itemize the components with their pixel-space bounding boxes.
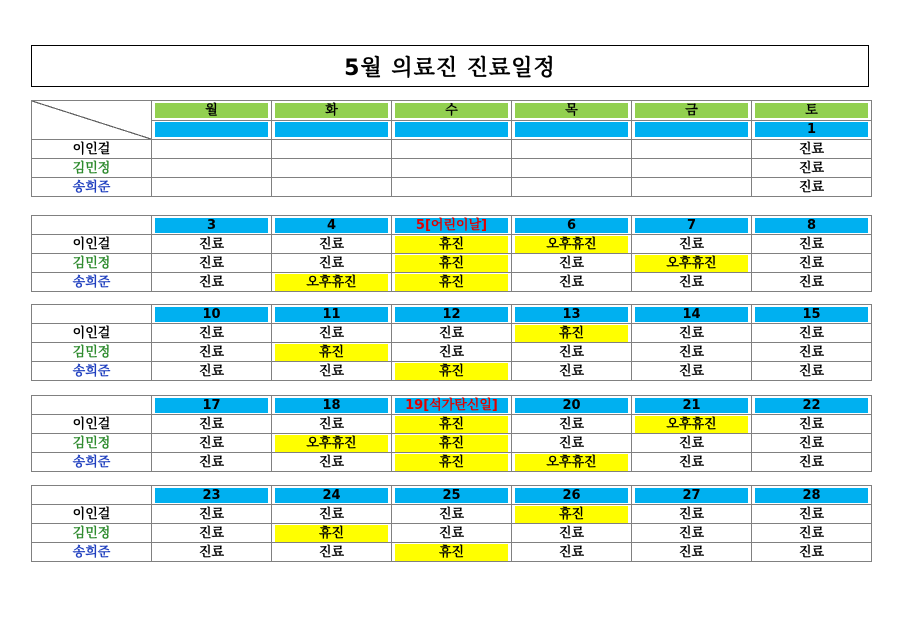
schedule-cell: 진료 [272, 543, 392, 562]
doctor-row [32, 324, 872, 343]
schedule-cell [392, 178, 512, 197]
schedule-cell: 진료 [752, 505, 872, 524]
schedule-cell: 진료 [152, 343, 272, 362]
schedule-cell: 진료 [152, 453, 272, 472]
schedule-cell: 진료 [752, 178, 872, 197]
date-cell: 25 [392, 486, 512, 505]
date-cell: 28 [752, 486, 872, 505]
weekday-wed: 수 [392, 101, 512, 121]
schedule-cell: 진료 [632, 543, 752, 562]
page-title: 5월 의료진 진료일정 [31, 45, 869, 87]
schedule-cell: 오후휴진 [632, 254, 752, 273]
schedule-cell: 진료 [272, 235, 392, 254]
schedule-cell: 진료 [632, 524, 752, 543]
schedule-cell [272, 140, 392, 159]
doctor-row [32, 434, 872, 453]
date-row [32, 216, 872, 235]
doctor-name: 송희준 [32, 273, 152, 292]
schedule-cell: 진료 [392, 524, 512, 543]
schedule-cell: 진료 [272, 324, 392, 343]
schedule-cell: 진료 [512, 273, 632, 292]
doctor-name: 김민정 [32, 159, 152, 178]
schedule-cell: 오후휴진 [512, 453, 632, 472]
schedule-cell: 진료 [632, 273, 752, 292]
doctor-name: 이인걸 [32, 415, 152, 434]
week-5-table [31, 485, 872, 562]
schedule-cell: 진료 [632, 453, 752, 472]
date-row [32, 486, 872, 505]
schedule-cell: 진료 [752, 159, 872, 178]
doctor-name: 송희준 [32, 178, 152, 197]
date-cell [392, 120, 512, 140]
date-cell-holiday: 5[어린이날] [392, 216, 512, 235]
schedule-cell [152, 140, 272, 159]
schedule-cell: 진료 [752, 524, 872, 543]
doctor-name: 김민정 [32, 434, 152, 453]
weekday-thu: 목 [512, 101, 632, 121]
doctor-name: 송희준 [32, 453, 152, 472]
date-cell: 12 [392, 305, 512, 324]
date-cell: 4 [272, 216, 392, 235]
date-row [32, 396, 872, 415]
doctor-name: 송희준 [32, 362, 152, 381]
schedule-cell: 휴진 [392, 362, 512, 381]
date-cell: 8 [752, 216, 872, 235]
schedule-cell: 오후휴진 [272, 273, 392, 292]
schedule-cell: 휴진 [392, 453, 512, 472]
weekday-tue: 화 [272, 101, 392, 121]
schedule-cell [632, 140, 752, 159]
schedule-cell: 진료 [752, 543, 872, 562]
schedule-cell: 진료 [152, 505, 272, 524]
schedule-cell [152, 178, 272, 197]
schedule-cell: 진료 [752, 254, 872, 273]
doctor-row [32, 453, 872, 472]
week-4-table [31, 395, 872, 472]
date-cell: 23 [152, 486, 272, 505]
blank-header-cell [32, 396, 152, 415]
doctor-name: 이인걸 [32, 235, 152, 254]
doctor-row [32, 159, 872, 178]
week-1-table [31, 100, 872, 197]
schedule-cell: 휴진 [392, 434, 512, 453]
schedule-cell: 진료 [272, 415, 392, 434]
schedule-cell: 진료 [752, 140, 872, 159]
schedule-cell: 휴진 [272, 343, 392, 362]
schedule-cell: 진료 [152, 543, 272, 562]
date-cell: 22 [752, 396, 872, 415]
doctor-name: 김민정 [32, 343, 152, 362]
date-cell: 11 [272, 305, 392, 324]
doctor-row [32, 415, 872, 434]
date-cell: 15 [752, 305, 872, 324]
weekday-header-row [32, 101, 872, 121]
schedule-cell: 진료 [752, 434, 872, 453]
schedule-cell: 진료 [152, 362, 272, 381]
schedule-cell: 진료 [512, 362, 632, 381]
date-cell: 24 [272, 486, 392, 505]
date-cell: 20 [512, 396, 632, 415]
schedule-cell: 진료 [272, 505, 392, 524]
doctor-row [32, 362, 872, 381]
schedule-cell: 진료 [152, 415, 272, 434]
date-cell [512, 120, 632, 140]
schedule-cell [512, 140, 632, 159]
date-cell [152, 120, 272, 140]
schedule-cell: 진료 [152, 235, 272, 254]
schedule-cell: 진료 [512, 524, 632, 543]
schedule-cell: 진료 [632, 434, 752, 453]
schedule-cell: 휴진 [272, 524, 392, 543]
schedule-cell: 휴진 [392, 273, 512, 292]
schedule-cell [632, 159, 752, 178]
schedule-cell: 휴진 [392, 254, 512, 273]
date-cell: 21 [632, 396, 752, 415]
schedule-cell [512, 159, 632, 178]
schedule-cell: 진료 [512, 254, 632, 273]
schedule-cell [632, 178, 752, 197]
week-3-table [31, 304, 872, 381]
schedule-cell: 진료 [152, 324, 272, 343]
schedule-cell: 진료 [752, 324, 872, 343]
doctor-name: 김민정 [32, 524, 152, 543]
date-row [32, 305, 872, 324]
doctor-row [32, 273, 872, 292]
schedule-cell: 오후휴진 [272, 434, 392, 453]
schedule-cell: 진료 [272, 254, 392, 273]
date-cell [272, 120, 392, 140]
corner-cell [32, 101, 152, 140]
doctor-row [32, 524, 872, 543]
schedule-cell: 진료 [152, 254, 272, 273]
date-cell: 27 [632, 486, 752, 505]
schedule-cell: 진료 [272, 453, 392, 472]
schedule-cell: 진료 [632, 505, 752, 524]
schedule-cell: 휴진 [392, 543, 512, 562]
schedule-cell: 오후휴진 [512, 235, 632, 254]
date-cell: 14 [632, 305, 752, 324]
schedule-cell: 진료 [152, 524, 272, 543]
date-cell [632, 120, 752, 140]
schedule-cell: 진료 [272, 362, 392, 381]
date-cell: 1 [752, 120, 872, 140]
week-2-table [31, 215, 872, 292]
schedule-cell [152, 159, 272, 178]
doctor-name: 이인걸 [32, 140, 152, 159]
schedule-cell: 진료 [152, 273, 272, 292]
date-cell: 26 [512, 486, 632, 505]
date-cell: 7 [632, 216, 752, 235]
schedule-cell: 진료 [752, 273, 872, 292]
schedule-cell: 진료 [392, 343, 512, 362]
schedule-cell [272, 159, 392, 178]
blank-header-cell [32, 486, 152, 505]
schedule-cell [512, 178, 632, 197]
schedule-cell: 진료 [632, 235, 752, 254]
schedule-cell: 진료 [152, 434, 272, 453]
date-cell-holiday: 19[석가탄신일] [392, 396, 512, 415]
doctor-row [32, 140, 872, 159]
schedule-cell: 진료 [512, 343, 632, 362]
schedule-cell: 휴진 [392, 415, 512, 434]
doctor-name: 송희준 [32, 543, 152, 562]
blank-header-cell [32, 216, 152, 235]
date-cell: 3 [152, 216, 272, 235]
schedule-cell: 진료 [512, 543, 632, 562]
weekday-sat: 토 [752, 101, 872, 121]
doctor-name: 이인걸 [32, 324, 152, 343]
schedule-cell: 진료 [752, 362, 872, 381]
doctor-row [32, 505, 872, 524]
schedule-cell: 오후휴진 [632, 415, 752, 434]
date-cell: 13 [512, 305, 632, 324]
schedule-cell: 휴진 [512, 324, 632, 343]
weekday-fri: 금 [632, 101, 752, 121]
doctor-row [32, 235, 872, 254]
schedule-cell: 휴진 [512, 505, 632, 524]
schedule-cell: 진료 [632, 324, 752, 343]
schedule-cell: 진료 [632, 343, 752, 362]
date-cell: 6 [512, 216, 632, 235]
schedule-cell: 진료 [632, 362, 752, 381]
schedule-cell: 진료 [752, 235, 872, 254]
schedule-cell: 진료 [752, 453, 872, 472]
date-cell: 18 [272, 396, 392, 415]
doctor-name: 김민정 [32, 254, 152, 273]
schedule-cell: 진료 [392, 505, 512, 524]
doctor-row [32, 178, 872, 197]
schedule-cell: 진료 [512, 434, 632, 453]
doctor-name: 이인걸 [32, 505, 152, 524]
date-row [32, 120, 872, 140]
schedule-cell: 진료 [752, 343, 872, 362]
schedule-cell [392, 140, 512, 159]
schedule-cell [392, 159, 512, 178]
schedule-cell: 진료 [392, 324, 512, 343]
schedule-cell: 진료 [512, 415, 632, 434]
schedule-cell: 진료 [752, 415, 872, 434]
date-cell: 10 [152, 305, 272, 324]
schedule-cell: 휴진 [392, 235, 512, 254]
schedule-cell [272, 178, 392, 197]
doctor-row [32, 343, 872, 362]
doctor-row [32, 254, 872, 273]
blank-header-cell [32, 305, 152, 324]
weekday-mon: 월 [152, 101, 272, 121]
doctor-row [32, 543, 872, 562]
date-cell: 17 [152, 396, 272, 415]
